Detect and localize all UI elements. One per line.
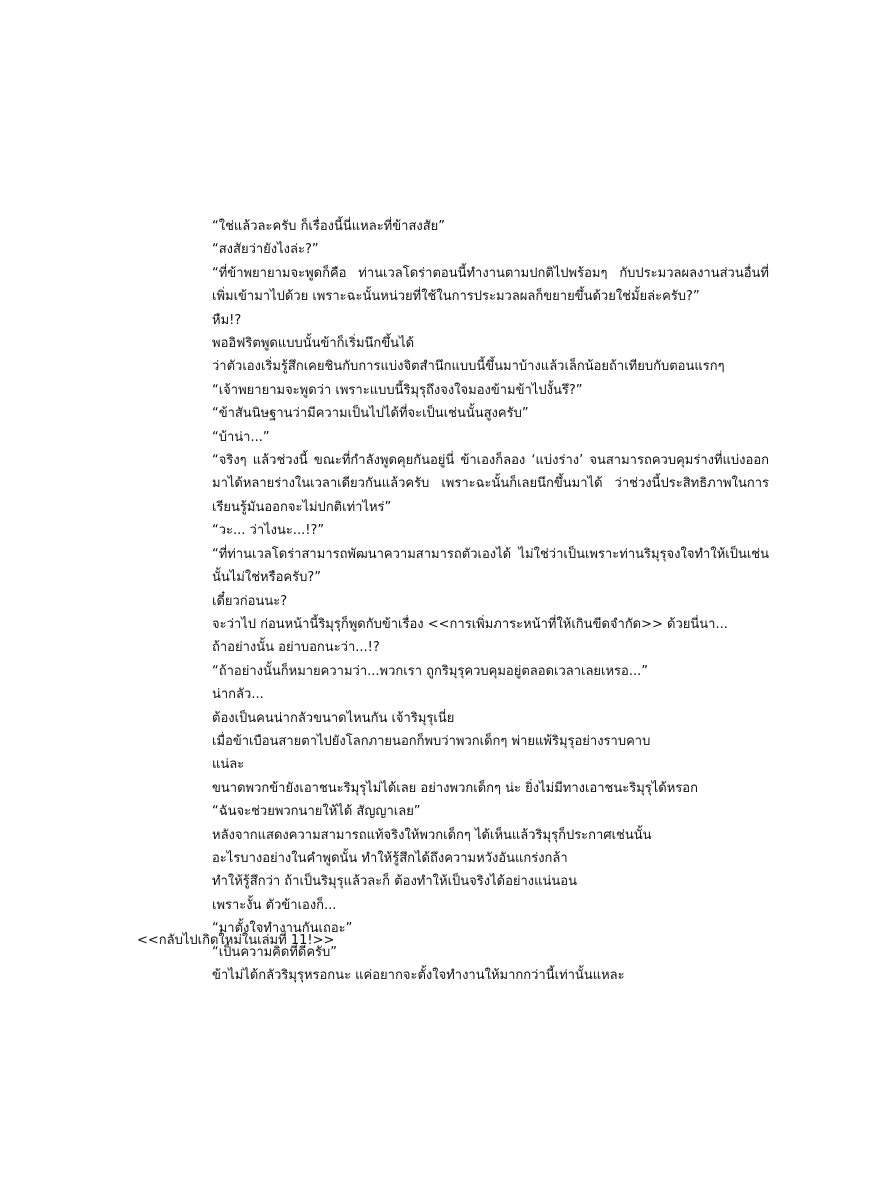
paragraph: เดี๋ยวก่อนนะ? — [212, 593, 288, 609]
next-volume-note: <<กลับไปเกิดใหม่ในเล่มที่ 11!>> — [137, 933, 335, 948]
paragraph: “ใช่แล้วละครับ ก็เรื่องนี้นี่แหละที่ข้าสงสัย” — [212, 219, 446, 234]
paragraph: ขนาดพวกข้ายังเอาชนะริมุรุไม่ได้เลย อย่างพวกเด็กๆ น่ะ ยิ่งไม่มีทางเอาชนะริมุรุได้หรอก — [212, 780, 698, 796]
paragraph: “สงสัยว่ายังไงล่ะ?” — [212, 242, 319, 258]
paragraph: ข้าไม่ได้กลัวริมุรุหรอกนะ แค่อยากจะตั้งใจทำงานให้มากกว่านี้เท่านั้นแหละ — [212, 968, 625, 983]
paragraph: “บ้าน่า...” — [212, 429, 270, 445]
paragraph: “เป็นความคิดที่ดีครับ” — [212, 944, 337, 960]
paragraph: “ข้าสันนิษฐานว่ามีความเป็นไปได้ที่จะเป็นเช่นนั้นสูงครับ” — [212, 406, 529, 422]
paragraph: “ที่ท่านเวลโดร่าสามารถพัฒนาความสามารถตัวเองได้ ไม่ใช่ว่าเป็นเพราะท่านริมุรุจงใจทำให้เป็นเช่นนั้นไม่ใช่หรือครับ?” — [212, 546, 769, 586]
paragraph: จะว่าไป ก่อนหน้านี้ริมุรุก็พูดกับข้าเรื่อง <<การเพิ่มภาระหน้าที่ให้เกินขีดจำกัด>> ด้วยนี่นา... — [212, 616, 728, 632]
paragraph: อะไรบางอย่างในคำพูดนั้น ทำให้รู้สึกได้ถึงความหวังอันแกร่งกล้า — [212, 850, 568, 866]
paragraph: น่ากลัว... — [212, 687, 264, 703]
paragraph: หืม!? — [212, 312, 242, 328]
paragraph: ว่าตัวเองเริ่มรู้สึกเคยชินกับการแบ่งจิตสำนึกแบบนี้ขึ้นมาบ้างแล้วเล็กน้อยถ้าเทียบกับตอนแรกๆ — [212, 359, 725, 375]
paragraph: “ที่ข้าพยายามจะพูดก็คือ ท่านเวลโดร่าตอนนี้ทำงานตามปกติไปพร้อมๆ กับประมวลผลงานส่วนอื่นที่เพิ่มเข้ามาไปด้วย เพราะฉะนั้นหน่วยที่ใช้ในการประมวลผลก็ขยายขึ้นด้วยใช่มั้ยล่ะครับ?” — [212, 265, 769, 305]
paragraph: เมื่อข้าเบือนสายตาไปยังโลกภายนอกก็พบว่าพวกเด็กๆ พ่ายแพ้ริมุรุอย่างราบคาบ — [212, 733, 651, 749]
paragraph: “มาตั้งใจทำงานกันเถอะ” — [212, 921, 353, 937]
paragraph: “เจ้าพยายามจะพูดว่า เพราะแบบนี้ริมุรุถึงจงใจมองข้ามข้าไปงั้นรึ?” — [212, 382, 583, 398]
paragraph: “ฉันจะช่วยพวกนายให้ได้ สัญญาเลย” — [212, 804, 421, 820]
paragraph: พออิฟริตพูดแบบนั้นข้าก็เริ่มนึกขึ้นได้ — [212, 336, 415, 352]
paragraph: “จริงๆ แล้วช่วงนี้ ขณะที่กำลังพูดคุยกันอยู่นี่ ข้าเองก็ลอง ‘แบ่งร่าง’ จนสามารถควบคุมร่างที่แบ่งออกมาได้หลายร่างในเวลาเดียวกันแล้วครับ เพราะฉะนั้นก็เลยนึกขึ้นมาได้ ว่าช่วงนี้ประสิทธิภาพในการเรียนรู้มันออกจะไม่ปกติเท่าไหร่” — [212, 453, 769, 515]
paragraph: เพราะงั้น ตัวข้าเองก็... — [212, 897, 337, 913]
paragraph: “ถ้าอย่างนั้นก็หมายความว่า...พวกเรา ถูกริมุรุควบคุมอยู่ตลอดเวลาเลยเหรอ...” — [212, 663, 648, 679]
paragraph: หลังจากแสดงความสามารถแท้จริงให้พวกเด็กๆ ได้เห็นแล้วริมุรุก็ประกาศเช่นนั้น — [212, 827, 652, 843]
paragraph: ต้องเป็นคนน่ากลัวขนาดไหนกัน เจ้าริมุรุเนี่ย — [212, 710, 455, 726]
paragraph: แน่ละ — [212, 757, 245, 773]
paragraph: ทำให้รู้สึกว่า ถ้าเป็นริมุรุแล้วละก็ ต้องทำให้เป็นจริงได้อย่างแน่นอน — [212, 874, 578, 890]
story-text-block — [137, 215, 769, 987]
paragraph: “วะ... ว่าไงนะ...!?” — [212, 523, 325, 539]
paragraph: ถ้าอย่างนั้น อย่าบอกนะว่า...!? — [212, 640, 380, 656]
